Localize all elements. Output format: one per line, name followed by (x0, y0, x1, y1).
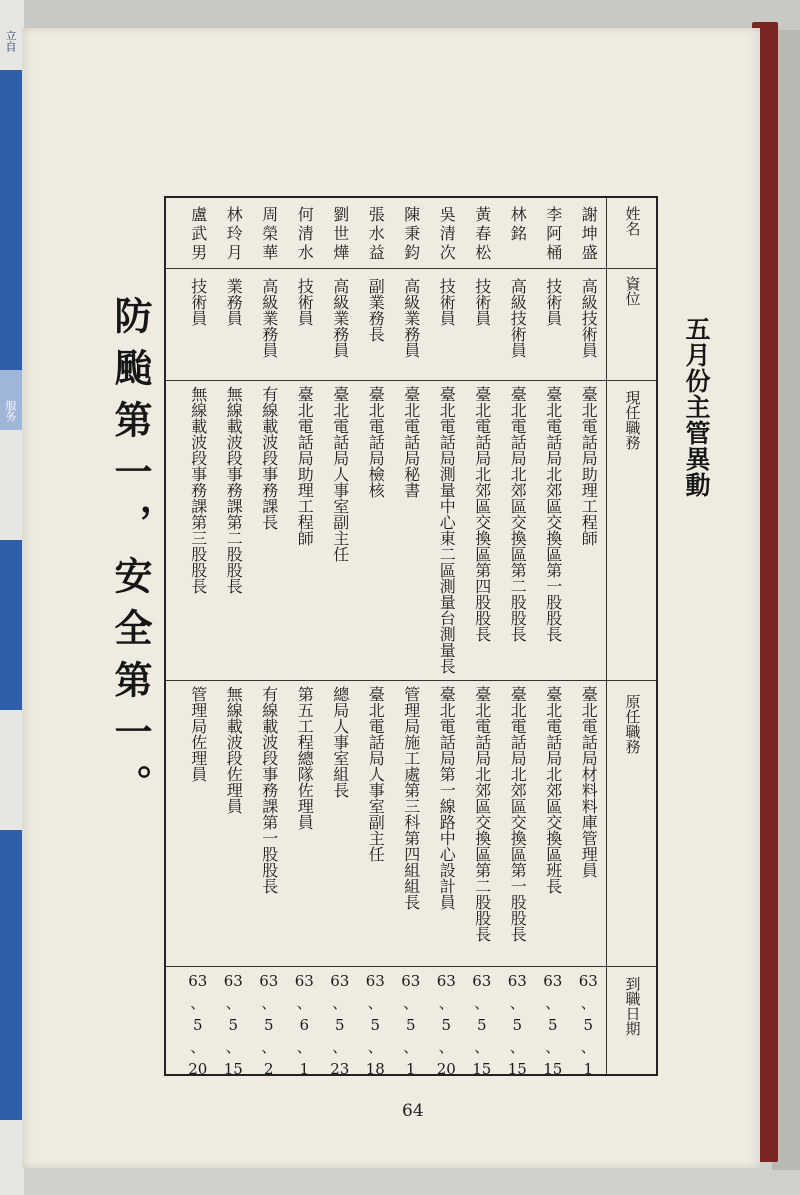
cell-old-post: 有線載波段事務課第一股股長 (259, 686, 279, 894)
scan-background (0, 0, 800, 30)
header-column (608, 198, 658, 1074)
table-row (287, 198, 323, 1078)
date-part: 5 (441, 1016, 452, 1034)
cell-date (216, 974, 252, 1084)
cell-new-post: 臺北電話局測量中心東二區測量台測量長 (437, 386, 457, 674)
cell-rank: 高級技術員 (508, 278, 528, 358)
date-part: 15 (507, 1060, 527, 1078)
cell-new-post: 臺北電話局秘書 (401, 386, 421, 498)
date-part: 、 (474, 1038, 490, 1056)
date-part: 、 (190, 994, 206, 1012)
date-part: 、 (545, 1038, 561, 1056)
page-number: 64 (402, 1101, 424, 1121)
date-part: 5 (405, 1016, 416, 1034)
date-part: 63 (507, 972, 527, 990)
cell-old-post: 管理局施工處第三科第四組組長 (401, 686, 421, 910)
document-page (22, 28, 760, 1168)
table-row (429, 198, 465, 1078)
date-part: 18 (365, 1060, 385, 1078)
cell-new-post: 臺北電話局北郊區交換區第一股股長 (543, 386, 563, 642)
cell-date (180, 974, 216, 1084)
safety-slogan: 防颱第一，安全第一。 (108, 296, 152, 816)
cell-old-post: 臺北電話局北郊區交換區第一股股長 (508, 686, 528, 942)
date-part: 、 (261, 1038, 277, 1056)
date-part: 、 (403, 994, 419, 1012)
table-row (180, 198, 216, 1078)
cell-rank: 副業務長 (366, 278, 386, 342)
cell-date (464, 974, 500, 1084)
cell-rank: 業務員 (224, 278, 244, 326)
cell-new-post: 臺北電話局北郊區交換區第二股股長 (508, 386, 528, 642)
cell-old-post: 臺北電話局北郊區交換區班長 (543, 686, 563, 894)
date-part: 5 (334, 1016, 345, 1034)
table-row (216, 198, 252, 1078)
date-part: 、 (225, 994, 241, 1012)
date-part: 20 (436, 1060, 456, 1078)
date-part: 、 (580, 1038, 596, 1056)
cell-name: 謝坤盛 (579, 206, 599, 263)
cell-new-post: 無線載波段事務課第三股股長 (188, 386, 208, 594)
table-row (322, 198, 358, 1078)
date-part: 、 (367, 1038, 383, 1056)
table-row (251, 198, 287, 1078)
date-part: 15 (543, 1060, 563, 1078)
date-part: 5 (547, 1016, 558, 1034)
date-part: 5 (228, 1016, 239, 1034)
date-part: 63 (578, 972, 598, 990)
cell-rank: 高級業務員 (401, 278, 421, 358)
cell-old-post: 第五工程總隊佐理員 (295, 686, 315, 830)
header-divider (606, 198, 607, 1074)
cell-rank: 高級技術員 (579, 278, 599, 358)
date-part: 、 (296, 1038, 312, 1056)
date-part: 1 (299, 1060, 310, 1078)
date-part: 、 (332, 1038, 348, 1056)
table-row (358, 198, 394, 1078)
cell-rank: 技術員 (543, 278, 563, 326)
cell-new-post: 臺北電話局人事室副主任 (330, 386, 350, 562)
date-part: 63 (330, 972, 350, 990)
personnel-changes-table (164, 196, 658, 1076)
cell-rank: 高級業務員 (330, 278, 350, 358)
date-part: 63 (543, 972, 563, 990)
cell-name: 盧武男 (188, 206, 208, 263)
adjacent-page-text: 立自 (4, 30, 17, 52)
date-part: 、 (580, 994, 596, 1012)
cell-name: 黃春松 (472, 206, 492, 263)
date-part: 、 (225, 1038, 241, 1056)
cell-rank: 技術員 (472, 278, 492, 326)
cell-old-post: 臺北電話局第一線路中心設計員 (437, 686, 457, 910)
header-old-post: 原任職務 (623, 694, 642, 754)
date-part: 6 (299, 1016, 310, 1034)
cell-new-post: 臺北電話局檢核 (366, 386, 386, 498)
date-part: 、 (296, 994, 312, 1012)
date-part: 2 (263, 1060, 274, 1078)
cell-date (429, 974, 465, 1084)
cell-new-post: 臺北電話局助理工程師 (295, 386, 315, 546)
cell-old-post: 總局人事室組長 (330, 686, 350, 798)
table-row (393, 198, 429, 1078)
date-part: 63 (259, 972, 279, 990)
page-title: 五月份主管異動 (682, 316, 711, 498)
date-part: 1 (583, 1060, 594, 1078)
header-rank: 資位 (623, 276, 642, 306)
date-part: 63 (401, 972, 421, 990)
cell-name: 李阿桶 (543, 206, 563, 263)
date-part: 15 (472, 1060, 492, 1078)
cell-name: 林玲月 (224, 206, 244, 263)
date-part: 63 (472, 972, 492, 990)
date-part: 23 (330, 1060, 350, 1078)
date-part: 5 (476, 1016, 487, 1034)
cell-new-post: 臺北電話局北郊區交換區第四股股長 (472, 386, 492, 642)
cell-new-post: 臺北電話局助理工程師 (579, 386, 599, 546)
cell-name: 吳清次 (437, 206, 457, 263)
cell-date (500, 974, 536, 1084)
cell-name: 張水益 (366, 206, 386, 263)
cell-date (571, 974, 607, 1084)
date-part: 、 (190, 1038, 206, 1056)
cell-old-post: 臺北電話局人事室副主任 (366, 686, 386, 862)
header-name: 姓名 (623, 206, 642, 236)
date-part: 、 (438, 1038, 454, 1056)
table-row (571, 198, 607, 1078)
adjacent-page-photo (0, 830, 24, 1120)
adjacent-page-photo (0, 540, 24, 710)
date-part: 1 (405, 1060, 416, 1078)
date-part: 5 (583, 1016, 594, 1034)
date-part: 63 (294, 972, 314, 990)
date-part: 20 (188, 1060, 208, 1078)
cell-date (358, 974, 394, 1084)
cell-name: 周榮華 (259, 206, 279, 263)
date-part: 、 (509, 1038, 525, 1056)
cell-rank: 技術員 (295, 278, 315, 326)
table-row (535, 198, 571, 1078)
date-part: 15 (223, 1060, 243, 1078)
date-part: 、 (438, 994, 454, 1012)
cell-rank: 高級業務員 (259, 278, 279, 358)
cell-name: 劉世燁 (330, 206, 350, 263)
date-part: 63 (188, 972, 208, 990)
header-date: 到職日期 (623, 976, 642, 1036)
adjacent-page-text: 服务 (4, 400, 17, 422)
cell-old-post: 無線載波段佐理員 (224, 686, 244, 814)
date-part: 、 (261, 994, 277, 1012)
cell-old-post: 臺北電話局材料料庫管理員 (579, 686, 599, 878)
cell-date (322, 974, 358, 1084)
date-part: 、 (403, 1038, 419, 1056)
date-part: 63 (365, 972, 385, 990)
cell-date (251, 974, 287, 1084)
table-row (500, 198, 536, 1078)
cell-new-post: 無線載波段事務課第二股股長 (224, 386, 244, 594)
date-part: 、 (509, 994, 525, 1012)
cell-date (535, 974, 571, 1084)
cell-date (287, 974, 323, 1084)
cell-name: 陳秉鈞 (401, 206, 421, 263)
header-new-post: 現任職務 (623, 390, 642, 450)
date-part: 63 (223, 972, 243, 990)
cell-rank: 技術員 (188, 278, 208, 326)
adjacent-page-edge (0, 0, 24, 1195)
table-row (464, 198, 500, 1078)
date-part: 63 (436, 972, 456, 990)
date-part: 5 (512, 1016, 523, 1034)
cell-name: 林銘 (508, 206, 528, 244)
adjacent-page-photo (0, 70, 24, 370)
cell-new-post: 有線載波段事務課長 (259, 386, 279, 530)
cell-date (393, 974, 429, 1084)
date-part: 、 (367, 994, 383, 1012)
date-part: 、 (545, 994, 561, 1012)
date-part: 5 (192, 1016, 203, 1034)
date-part: 5 (370, 1016, 381, 1034)
cell-old-post: 臺北電話局北郊區交換區第二股股長 (472, 686, 492, 942)
cell-old-post: 管理局佐理員 (188, 686, 208, 782)
cell-rank: 技術員 (437, 278, 457, 326)
cell-name: 何清水 (295, 206, 315, 263)
date-part: 、 (474, 994, 490, 1012)
date-part: 5 (263, 1016, 274, 1034)
date-part: 、 (332, 994, 348, 1012)
